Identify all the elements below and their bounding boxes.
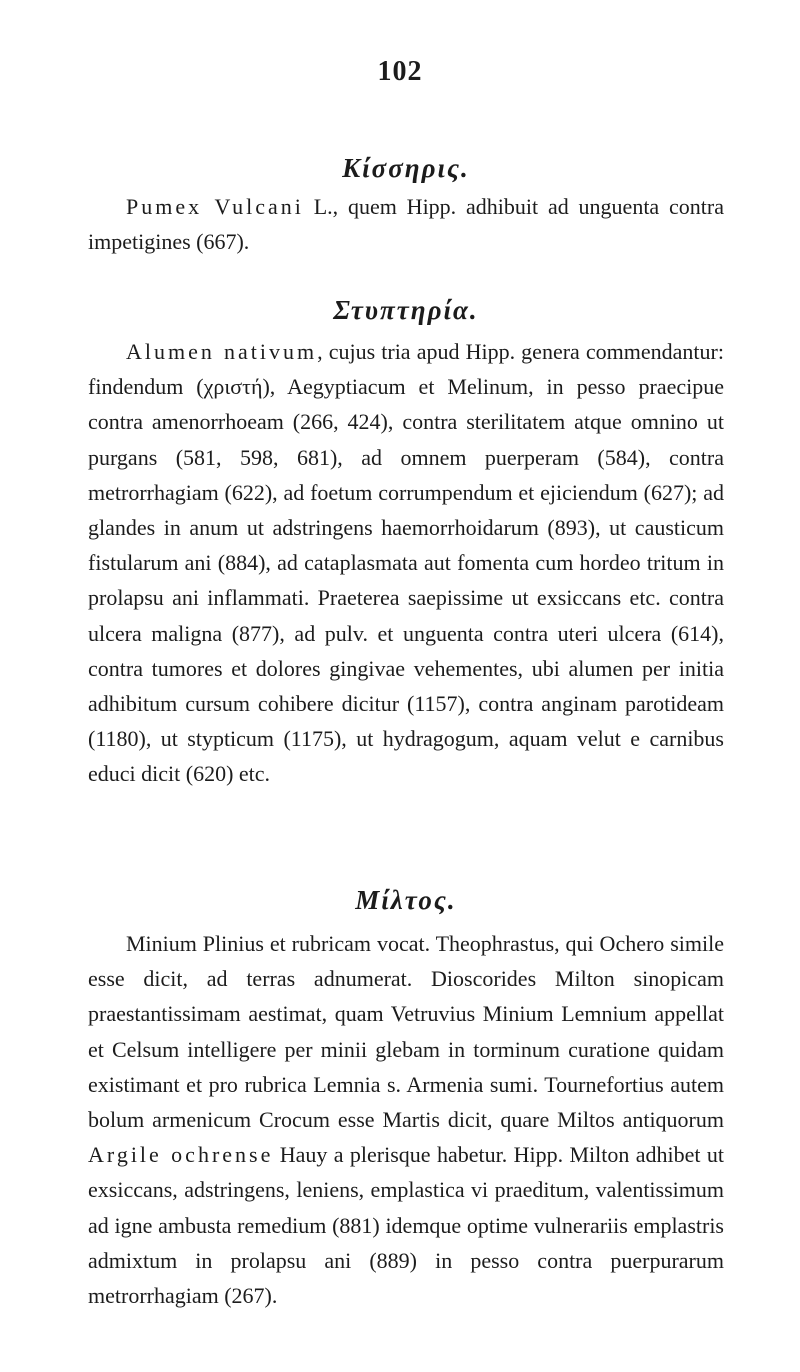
paragraph-text: L., quem Hipp. adhibuit ad unguenta contra impetigines (667). (88, 194, 724, 255)
paragraph-text-before: Minium Plinius et rubricam vocat. Theophrastus, qui Ochero simile esse dicit, ad terras adnumerat. Dioscorides Milton sinopicam praestantissimam aestimat, quam Vetruvius Minium Lemnium appellat et Celsum intelligere per minii glebam in torminum curatione quidam existimant et pro rubrica Lemnia s. Armenia sumi. Tournefortius autem bolum armenicum Crocum esse Martis dicit, quare Miltos antiquorum (88, 931, 724, 1133)
section-stypteria (88, 290, 724, 792)
emphasis-term: Argile ochrense (88, 1142, 274, 1168)
section-paragraph (88, 189, 724, 259)
section-paragraph (88, 334, 724, 792)
lead-term: Alumen nativum (126, 339, 318, 364)
paragraph-text: , cujus tria apud Hipp. genera commendantur: findendum (χριστή), Aegyptiacum et Melinum, in pesso praecipue contra amenorrhoeam (266, 424), contra sterilitatem atque omnino ut purgans (581, 598, 681), ad omnem puerperam (584), contra metrorrhagiam (622), ad foetum corrumpendum et ejiciendum (627); ad glandes in anum ut adstringens haemorrhoidarum (893), ut causticum fistularum ani (884), ad cataplasmata aut fomenta cum hordeo tritum in prolapsu ani inflammati. Praeterea saepissime ut exsiccans etc. contra ulcera maligna (877), ad pulv. et unguenta contra uteri ulcera (614), contra tumores et dolores gingivae vehementes, ubi alumen per initia adhibitum cursum cohibere dicitur (1157), contra anginam parotideam (1180), ut stypticum (1175), ut hydragogum, aquam velut e carnibus educi dicit (620) etc. (88, 339, 724, 787)
paragraph-text-after: Hauy a plerisque habetur. Hipp. Milton adhibet ut exsiccans, adstringens, leniens, emplastica vi praeditum, valentissimum ad igne ambusta remedium (881) idemque optime vulnerariis emplastris admixtum in prolapsu ani (889) in pesso contra puerpurarum metrorrhagiam (267). (88, 1142, 724, 1309)
section-paragraph (88, 926, 724, 1313)
section-kissiris (88, 148, 724, 259)
page-number: 102 (377, 56, 423, 87)
section-heading: Μίλτος. (355, 885, 457, 915)
section-miltos (88, 880, 724, 1313)
section-heading: Κίσσηρις. (342, 153, 470, 183)
lead-term: Pumex Vulcani (126, 194, 304, 219)
section-heading: Στυπτηρία. (333, 295, 479, 325)
